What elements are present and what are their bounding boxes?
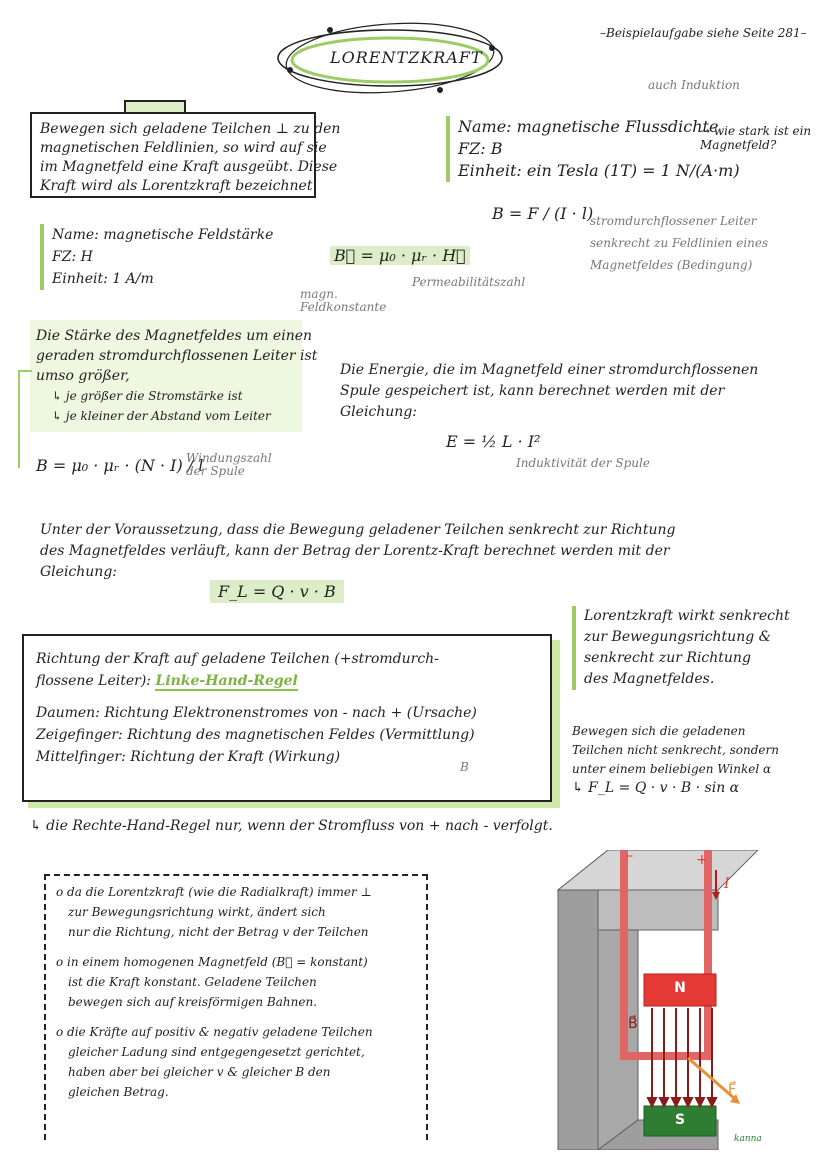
inductance-label: Induktivität der Spule (516, 456, 650, 470)
flux-question: → wie stark ist ein Magnetfeld? (700, 124, 812, 152)
lorentz-line: des Magnetfeldes verläuft, kann der Betrag der Lorentz-Kraft berechnet werden mit der (40, 543, 670, 559)
formula-b-fil: B = F / (I · l) (492, 204, 594, 223)
intro-line: im Magnetfeld eine Kraft ausgeübt. Diese (40, 159, 338, 175)
flux-density-block (446, 116, 740, 182)
intro-box (30, 112, 341, 198)
direction-note (572, 606, 790, 690)
fact-line: haben aber bei gleicher v & gleicher B den (68, 1065, 331, 1079)
feldkonstante-label: magn. Feldkonstante (300, 287, 387, 314)
conductor-line: geraden stromdurchflossenen Leiter ist (36, 348, 318, 364)
plus-terminal: + (696, 852, 708, 868)
magnet-diagram (548, 850, 778, 1150)
angle-note (572, 722, 779, 798)
facts-box (44, 874, 428, 1140)
lorentz-paragraph (40, 520, 675, 583)
conductor-box (30, 320, 318, 432)
minus-terminal: – (626, 848, 633, 864)
fact-item (56, 882, 416, 942)
energy-line: Gleichung: (340, 404, 417, 420)
hand-rule-name: Linke-Hand-Regel (155, 673, 298, 689)
flux-density-unit: Einheit: ein Tesla (1T) = 1 N/(A·m) (458, 161, 740, 180)
windungszahl-label: Windungszahl der Spule (186, 451, 272, 478)
conductor-line: ↳ je kleiner der Abstand vom Leiter (52, 409, 271, 423)
fact-line: gleichen Betrag. (68, 1085, 169, 1099)
condition-line: senkrecht zu Feldlinien eines (590, 236, 769, 250)
hand-rule-thumb: Daumen: Richtung Elektronenstromes von - nach + (Ursache) (36, 705, 477, 721)
fact-item (56, 952, 416, 1012)
hand-rule-middle: Mittelfinger: Richtung der Kraft (Wirkung) (36, 749, 341, 765)
hand-rule-index: Zeigefinger: Richtung des magnetischen Feldes (Vermittlung) (36, 727, 475, 743)
conductor-line: umso größer, (36, 368, 130, 384)
condition-line: stromdurchflossener Leiter (590, 214, 757, 228)
intro-line: Kraft wird als Lorentzkraft bezeichnet. (40, 178, 317, 194)
current-label: I (724, 876, 730, 892)
field-label: B⃗ (628, 1016, 638, 1032)
intro-line: Bewegen sich geladene Teilchen ⊥ zu den (40, 121, 341, 137)
hand-rule-line2-wrap (36, 670, 538, 692)
formula-lorentz: F_L = Q · v · B (210, 580, 344, 603)
fact-line: zur Bewegungsrichtung wirkt, ändert sich (68, 905, 326, 919)
field-strength-name: Name: magnetische Feldstärke (52, 227, 274, 243)
flux-density-symbol: FZ: B (458, 139, 503, 158)
angle-line: unter einem beliebigen Winkel α (572, 762, 772, 776)
conductor-line: Die Stärke des Magnetfeldes um einen (36, 328, 313, 344)
fact-line: gleicher Ladung sind entgegengesetzt gerichtet, (68, 1045, 365, 1059)
page-title: LORENTZKRAFT (330, 48, 483, 67)
north-label: N (674, 980, 686, 996)
hand-rule-b-mark: B (460, 760, 469, 774)
permeabilitaet-label: Permeabilitätszahl (412, 275, 526, 289)
formula-b-coil: B = μ₀ · μᵣ · (N · I) / l (36, 456, 204, 475)
fact-line: o die Kräfte auf positiv & negativ geladene Teilchen (56, 1025, 373, 1039)
direction-line: Lorentzkraft wirkt senkrecht (584, 608, 790, 624)
hand-rule-line1: Richtung der Kraft auf geladene Teilchen (+stromdurch- (36, 651, 439, 667)
conductor-line: ↳ je größer die Stromstärke ist (52, 389, 243, 403)
formula-energy: E = ½ L · I² (446, 432, 541, 451)
fact-line: o in einem homogenen Magnetfeld (B⃗ = konstant) (56, 955, 368, 969)
flux-density-name: Name: magnetische Flussdichte (458, 117, 719, 136)
south-label: S (674, 1112, 686, 1128)
signature: kanna (734, 1134, 762, 1144)
conductor-bracket (18, 370, 32, 468)
fact-item (56, 1022, 416, 1102)
direction-line: senkrecht zur Richtung (584, 650, 751, 666)
field-strength-unit: Einheit: 1 A/m (52, 271, 154, 287)
energy-line: Die Energie, die im Magnetfeld einer stromdurchflossenen (340, 362, 759, 378)
angle-line: Teilchen nicht senkrecht, sondern (572, 743, 779, 757)
condition-block (590, 210, 768, 276)
energy-block (340, 360, 758, 423)
hand-rule-spacer (36, 692, 538, 702)
energy-line: Spule gespeichert ist, kann berechnet werden mit der (340, 383, 725, 399)
direction-line: des Magnetfeldes. (584, 671, 715, 687)
right-hand-note: ↳ die Rechte-Hand-Regel nur, wenn der Stromfluss von + nach - verfolgt. (30, 818, 553, 834)
lorentz-line: Unter der Voraussetzung, dass die Bewegung geladener Teilchen senkrecht zur Richtung (40, 522, 676, 538)
induction-aside: auch Induktion (648, 78, 740, 92)
field-strength-symbol: FZ: H (52, 249, 93, 265)
angle-line: Bewegen sich die geladenen (572, 724, 746, 738)
angle-formula: ↳ F_L = Q · v · B · sin α (572, 780, 740, 796)
force-label: F⃗ (728, 1082, 737, 1098)
hand-rule-line2: flossene Leiter): (36, 673, 152, 689)
fact-line: o da die Lorentzkraft (wie die Radialkraft) immer ⊥ (56, 885, 372, 899)
condition-line: Magnetfeldes (Bedingung) (590, 258, 753, 272)
hand-rule-box (22, 634, 552, 802)
fact-line: bewegen sich auf kreisförmigen Bahnen. (68, 995, 318, 1009)
fact-line: ist die Kraft konstant. Geladene Teilchen (68, 975, 317, 989)
lorentz-line: Gleichung: (40, 564, 117, 580)
field-strength-block (40, 224, 273, 290)
formula-b-muh: B⃗ = μ₀ · μᵣ · H⃗ (330, 246, 470, 265)
fact-line: nur die Richtung, nicht der Betrag v der Teilchen (68, 925, 369, 939)
reference-note: –Beispielaufgabe siehe Seite 281– (600, 26, 807, 40)
intro-line: magnetischen Feldlinien, so wird auf sie (40, 140, 327, 156)
direction-line: zur Bewegungsrichtung & (584, 629, 772, 645)
